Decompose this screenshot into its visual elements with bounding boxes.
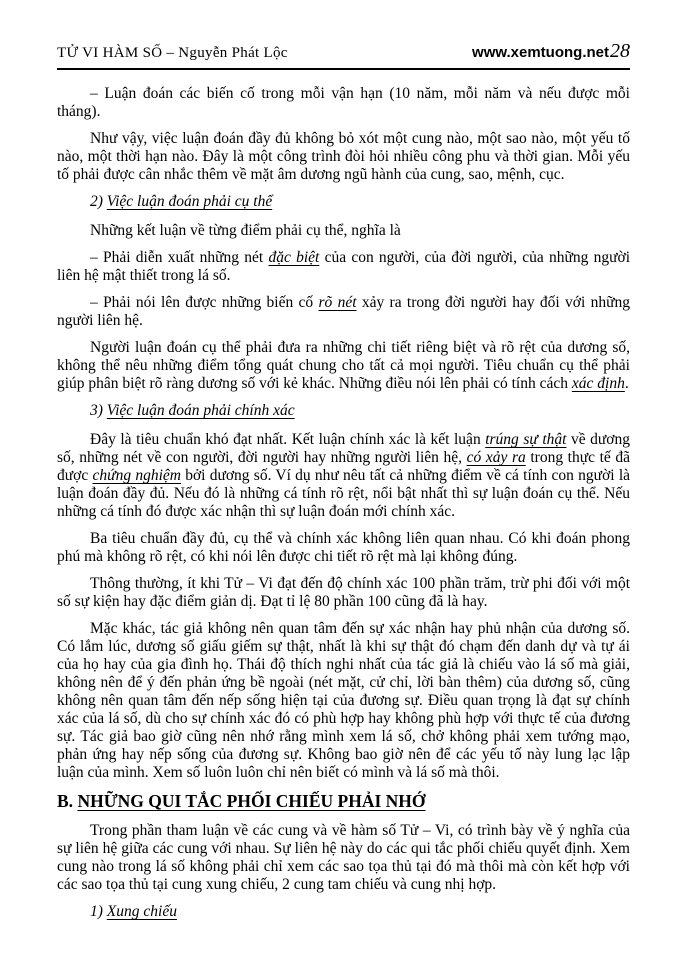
emphasized-term: có xảy ra — [466, 449, 526, 466]
heading-text: NHỮNG QUI TẮC PHỐI CHIẾU PHẢI NHỚ — [77, 791, 426, 811]
emphasized-term: chứng nghiệm — [92, 467, 181, 484]
text-run: về dương số, những nét về con người, đời người hay những người liên hệ, — [57, 431, 631, 466]
heading-number: 1) — [90, 903, 107, 920]
text-run: Người luận đoán cụ thể phải đưa ra những chi tiết riêng biệt và rõ rệt của dương số, không thể nêu những điểm tổng quát chung cho tất cả mọi người. Tiêu chuẩn cụ thể phải giúp phân biệt rõ ràng dương số với kẻ khác. Những điều nói lên phải có tính cách — [57, 339, 630, 392]
subheading-3-chinh-xac — [57, 402, 630, 420]
paragraph-phai-noi-len — [57, 294, 630, 330]
text-run: Đây là tiêu chuẩn khó đạt nhất. Kết luận chính xác là kết luận — [90, 431, 486, 448]
emphasized-term: xác định — [571, 375, 625, 392]
heading-number: B. — [57, 791, 78, 811]
header-rule — [57, 68, 630, 70]
paragraph-ba-tieu-chuan — [57, 530, 630, 566]
section-heading-b — [57, 791, 630, 812]
heading-number: 2) — [90, 193, 107, 210]
paragraph-thong-thuong — [57, 575, 630, 611]
text-run: Ba tiêu chuẩn đầy đủ, cụ thể và chính xác không liên quan nhau. Có khi đoán phong phú mà không rõ rệt, có khi nói lên được chi tiết rõ rệt mà lại không đúng. — [57, 530, 630, 565]
text-run: xảy ra trong đời người hay đối với những người liên hệ. — [57, 294, 631, 329]
paragraph-mac-khac — [57, 620, 630, 782]
text-run: trong thực tế đã được — [57, 449, 631, 484]
heading-text: Việc luận đoán phải cụ thể — [106, 193, 273, 210]
text-run: – Phải diễn xuất những nét — [90, 249, 269, 266]
text-run: Thông thường, ít khi Tử – Vi đạt đến độ chính xác 100 phần trăm, trừ phi đối với một số sự kiện hay đặc điểm giản dị. Đạt tỉ lệ 80 phần 100 cũng đã là hay. — [57, 575, 630, 610]
paragraph-nhung-ket-luan — [57, 222, 630, 240]
heading-text: Việc luận đoán phải chính xác — [106, 402, 295, 419]
paragraph-nguoi-luan-doan — [57, 339, 630, 393]
text-run: Mặc khác, tác giả không nên quan tâm đến sự xác nhận hay phủ nhận của dương số. Có lắm lúc, dương số giấu giếm sự thật, nhất là khi sự thật đó chạm đến danh dự và tự ái của họ hay của gia đình họ. Thái độ thích nghi nhất của tác giả là chiếu vào lá số mà giải, không nên để ý đến phản ứng bề ngoài (nét mặt, cử chỉ, lời bàn thêm) của dương số, cũng không nên quan tâm đến nếp sống hiện tại của đương sự. Điều quan trọng là đạt sự chính xác của lá số, dù cho sự chính xác đó có phù hợp hay không phù hợp với thực tế của đương sự. Tác giả bao giờ cũng nên nhớ rằng mình xem lá số, chở không phải xem tướng mạo, phản ứng hay nếp sống của đương sự. Không bao giờ nên để các yếu tố này lung lạc lập luận của mình. Xem số luôn luôn chỉ nên biết có mình và lá số mà thôi. — [57, 620, 630, 781]
emphasized-term: trúng sự thật — [485, 431, 567, 448]
emphasized-term: đặc biệt — [268, 249, 320, 266]
text-run: – Luận đoán các biến cố trong mỗi vận hạn (10 năm, mỗi năm và nếu được mỗi tháng). — [57, 85, 630, 120]
book-title: TỬ VI HÀM SỐ – Nguyễn Phát Lộc — [57, 45, 288, 61]
text-run: Những kết luận về từng điểm phải cụ thể, nghĩa là — [90, 222, 401, 239]
page-number: 28 — [610, 40, 630, 62]
website-url: www.xemtuong.net — [472, 44, 609, 61]
paragraph-day-la-tieu-chuan — [57, 431, 630, 521]
text-run: – Phải nói lên được những biến cố — [90, 294, 319, 311]
paragraph-phai-dien-xuat — [57, 249, 630, 285]
paragraph-nhu-vay — [57, 130, 630, 184]
paragraph-luan-doan-bien-co — [57, 85, 630, 121]
page-header — [57, 40, 630, 63]
paragraph-trong-phan-tham-luan — [57, 822, 630, 894]
text-run: . — [624, 375, 629, 392]
text-run: Trong phần tham luận về các cung và về hàm số Tử – Vi, có trình bày về ý nghĩa của sự liên hệ giữa các cung với nhau. Sự liên hệ này do các qui tắc phối chiếu quyết định. Xem cung nào trong lá số không phải chỉ xem các sao tọa thủ tại đó mà thôi mà còn kết hợp với các sao tọa thủ tại cung xung chiếu, 2 cung tam chiếu và cung nhị hợp. — [57, 822, 630, 893]
text-run: bởi dương số. Ví dụ như nêu tất cả những điểm về cá tính con người là luận đoán đầy đủ. Nếu đó là những cá tính rõ rệt, nổi bật nhất thì sự luận đoán cụ thể. Nếu những cá tính đó được xác nhận thì sự luận đoán mới chính xác. — [57, 467, 631, 520]
heading-text: Xung chiếu — [106, 903, 177, 920]
header-right — [472, 40, 630, 63]
heading-number: 3) — [90, 402, 107, 419]
text-run: của con người, của đời người, của những người liên hệ mật thiết trong lá số. — [57, 249, 631, 284]
page-body — [57, 85, 630, 921]
text-run: Như vậy, việc luận đoán đầy đủ không bỏ xót một cung nào, một sao nào, một yếu tố nào, một thời hạn nào. Đây là một công trình đòi hỏi nhiều công phu và thời gian. Mỗi yếu tố phải được cân nhắc thêm về mặt âm dương ngũ hành của cung, sao, mệnh, cục. — [57, 130, 630, 183]
subheading-1-xung-chieu — [57, 903, 630, 921]
subheading-2-cu-the — [57, 193, 630, 211]
emphasized-term: rõ nét — [318, 294, 357, 311]
